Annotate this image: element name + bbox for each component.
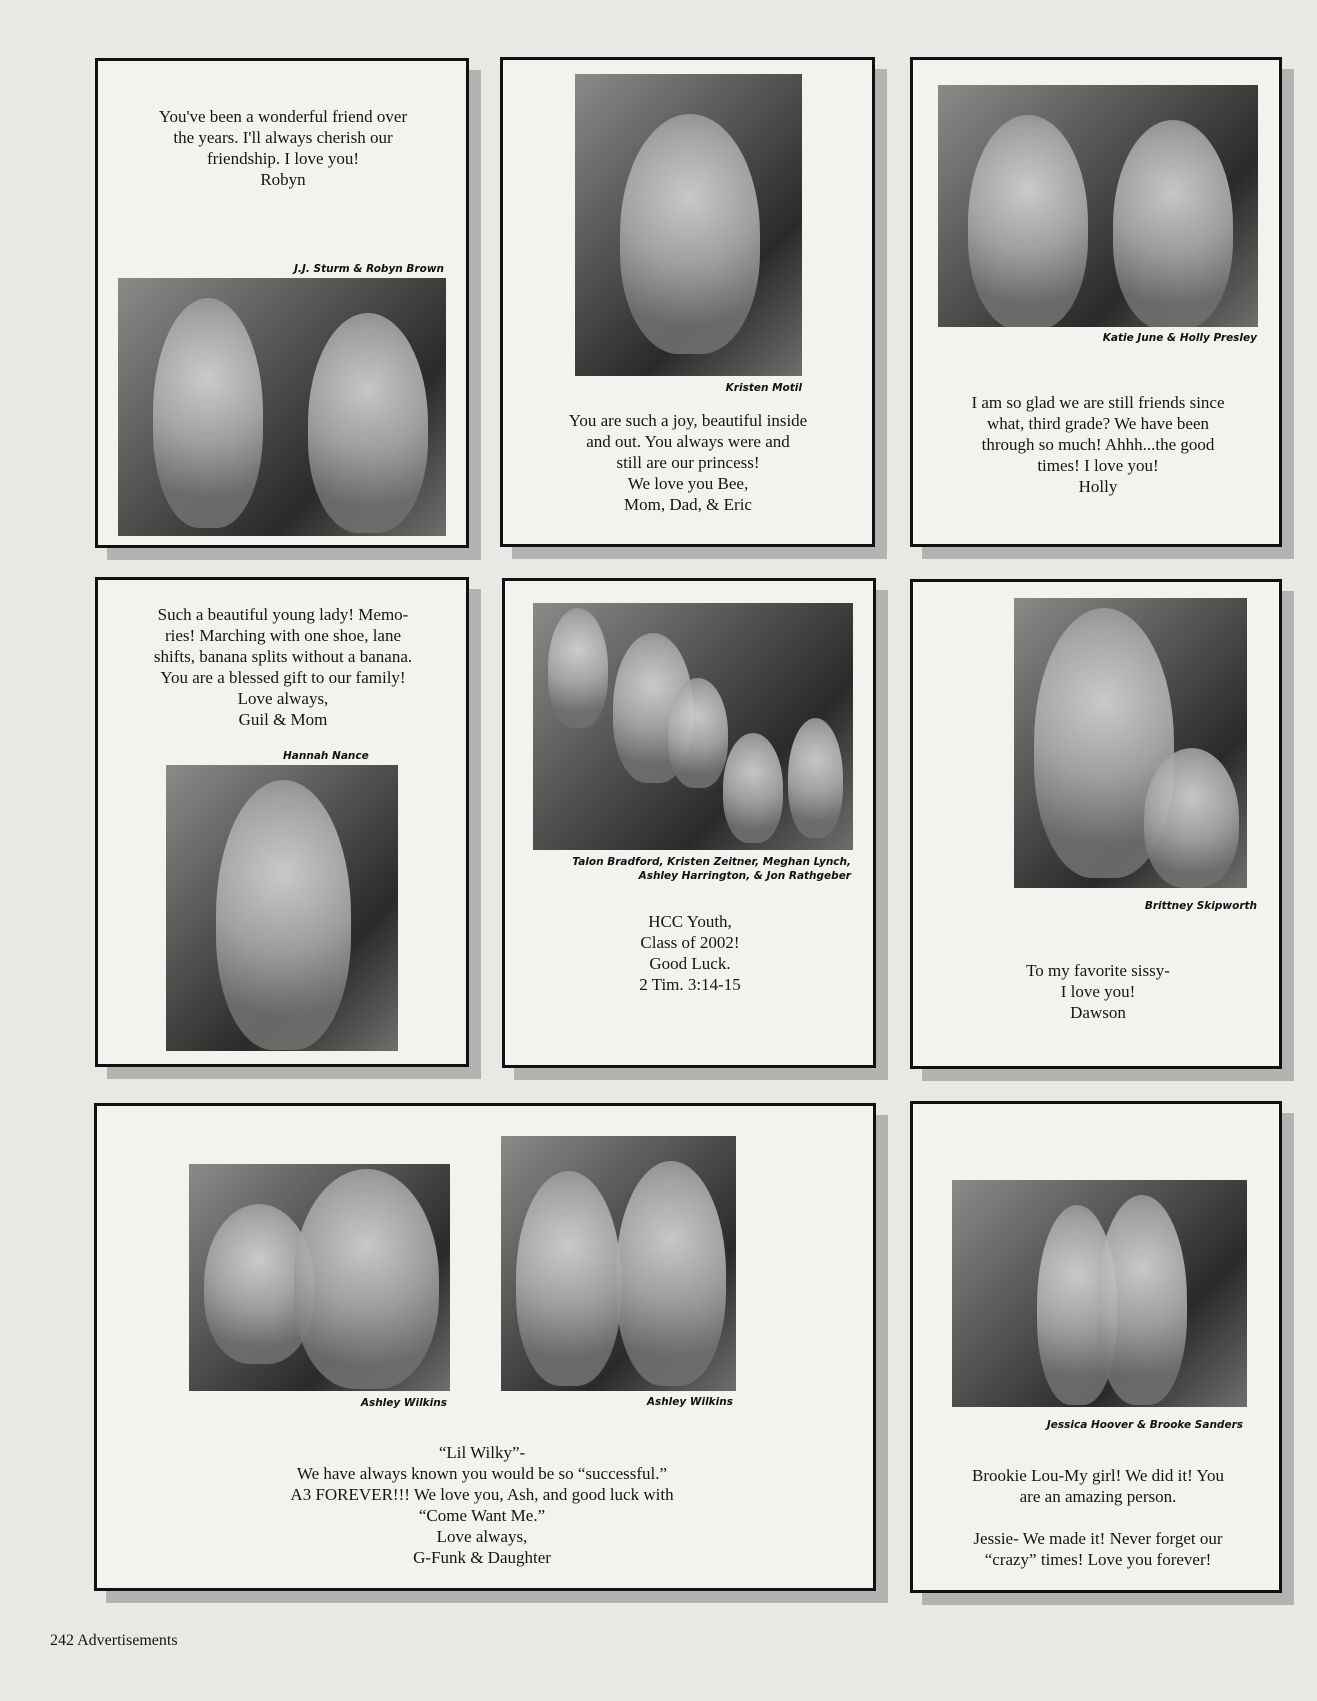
- photo-caption: Jessica Hoover & Brooke Sanders: [1046, 1419, 1243, 1431]
- ad-message: [928, 1465, 1268, 1570]
- photo-figure: [153, 298, 263, 528]
- photo-figure: [216, 780, 351, 1050]
- photo-caption: Ashley Wilkins: [646, 1396, 733, 1408]
- ad-message: [933, 960, 1263, 1023]
- message-line: 2 Tim. 3:14-15: [639, 975, 741, 994]
- photo-figure: [668, 678, 728, 788]
- photo-sturm-brown: [118, 278, 446, 536]
- photo-caption: Ashley Wilkins: [360, 1397, 447, 1409]
- photo-figure: [516, 1171, 621, 1386]
- ad-box-wilkins: [94, 1103, 876, 1591]
- message-line: I love you!: [1060, 982, 1136, 1001]
- message-line: Robyn: [260, 170, 306, 189]
- ad-message: [118, 106, 448, 190]
- message-line: “Come Want Me.”: [418, 1506, 546, 1525]
- message-line: Mom, Dad, & Eric: [624, 495, 752, 514]
- photo-hoover-sanders: [952, 1180, 1247, 1407]
- message-line: HCC Youth,: [648, 912, 732, 931]
- message-line: Class of 2002!: [640, 933, 740, 952]
- photo-caption: Talon Bradford, Kristen Zeitner, Meghan Lynch,: [572, 856, 851, 868]
- message-line: ries! Marching with one shoe, lane: [164, 626, 402, 645]
- message-line: shifts, banana splits without a banana.: [153, 647, 413, 666]
- message-line: the years. I'll always cherish our: [173, 128, 393, 147]
- message-line: “crazy” times! Love you forever!: [984, 1550, 1212, 1569]
- message-line: You are such a joy, beautiful inside: [568, 411, 808, 430]
- message-line: A3 FOREVER!!! We love you, Ash, and good luck with: [290, 1485, 674, 1504]
- photo-wilkins-left: [189, 1164, 450, 1391]
- photo-wilkins-right: [501, 1136, 736, 1391]
- photo-hcc-youth: [533, 603, 853, 850]
- ad-message: [237, 1442, 727, 1568]
- message-line: We love you Bee,: [627, 474, 749, 493]
- message-line: friendship. I love you!: [206, 149, 360, 168]
- message-line: through so much! Ahhh...the good: [981, 435, 1215, 454]
- photo-motil: [575, 74, 802, 376]
- message-line: “Lil Wilky”-: [438, 1443, 526, 1462]
- ad-message: [523, 410, 853, 515]
- message-line: Love always,: [436, 1527, 528, 1546]
- photo-figure: [1097, 1195, 1187, 1405]
- photo-figure: [1144, 748, 1239, 888]
- message-line: Brookie Lou-My girl! We did it! You: [972, 1466, 1224, 1485]
- ad-message: [525, 911, 855, 995]
- message-line: still are our princess!: [616, 453, 760, 472]
- ad-box-hoover-sanders: [910, 1101, 1282, 1593]
- message-line: times! I love you!: [1037, 456, 1159, 475]
- message-line: You've been a wonderful friend over: [158, 107, 408, 126]
- message-line: Holly: [1078, 477, 1118, 496]
- photo-caption: J.J. Sturm & Robyn Brown: [294, 263, 444, 275]
- message-line: G-Funk & Daughter: [413, 1548, 551, 1567]
- photo-figure: [723, 733, 783, 843]
- message-line: Jessie- We made it! Never forget our: [973, 1529, 1223, 1548]
- photo-caption: Hannah Nance: [283, 750, 369, 762]
- ad-box-skipworth: [910, 579, 1282, 1069]
- message-line: To my favorite sissy-: [1026, 961, 1170, 980]
- ad-box-hcc-youth: [502, 578, 876, 1068]
- photo-caption: Kristen Motil: [725, 382, 802, 394]
- message-line: what, third grade? We have been: [986, 414, 1210, 433]
- message-line: are an amazing person.: [1019, 1487, 1177, 1506]
- ad-box-nance: [95, 577, 469, 1067]
- ad-message: [928, 392, 1268, 497]
- ad-box-june-presley: [910, 57, 1282, 547]
- photo-figure: [548, 608, 608, 728]
- photo-caption: Katie June & Holly Presley: [1102, 332, 1257, 344]
- message-line: Love always,: [237, 689, 329, 708]
- photo-figure: [620, 114, 760, 354]
- message-line: I am so glad we are still friends since: [971, 393, 1225, 412]
- photo-caption: Ashley Harrington, & Jon Rathgeber: [638, 870, 851, 882]
- message-line: [928, 1507, 1268, 1528]
- photo-figure: [294, 1169, 439, 1389]
- message-line: Guil & Mom: [238, 710, 328, 729]
- ad-message: [118, 604, 448, 730]
- message-line: and out. You always were and: [586, 432, 790, 451]
- photo-nance: [166, 765, 398, 1051]
- photo-figure: [1113, 120, 1233, 327]
- photo-june-presley: [938, 85, 1258, 327]
- photo-figure: [788, 718, 843, 838]
- photo-figure: [968, 115, 1088, 327]
- page-footer: 242 Advertisements: [50, 1632, 178, 1649]
- photo-skipworth: [1014, 598, 1247, 888]
- photo-figure: [616, 1161, 726, 1386]
- message-line: We have always known you would be so “successful.”: [296, 1464, 668, 1483]
- message-line: You are a blessed gift to our family!: [160, 668, 406, 687]
- message-line: Good Luck.: [649, 954, 731, 973]
- photo-caption: Brittney Skipworth: [1144, 900, 1257, 912]
- photo-figure: [308, 313, 428, 533]
- ad-box-motil: [500, 57, 875, 547]
- message-line: Such a beautiful young lady! Memo-: [157, 605, 409, 624]
- message-line: Dawson: [1070, 1003, 1126, 1022]
- ad-box-sturm-brown: [95, 58, 469, 548]
